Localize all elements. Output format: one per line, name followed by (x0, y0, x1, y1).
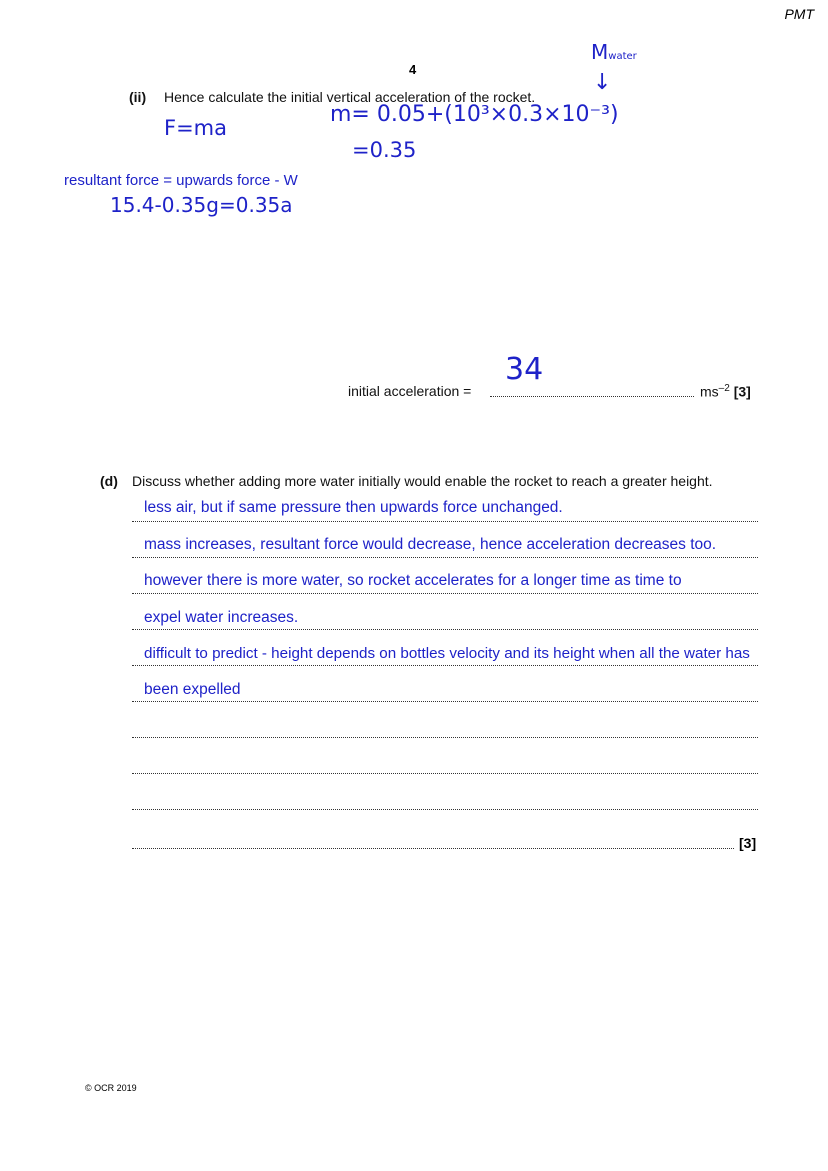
handwritten-answer: 34 (505, 352, 544, 387)
answer-line-8[interactable] (132, 773, 758, 774)
arrow-down-icon: ↓ (593, 70, 612, 95)
question-ii-label: (ii) (129, 89, 147, 105)
answer-line-4[interactable] (132, 629, 758, 630)
pmt-label: PMT (784, 6, 814, 22)
handwritten-mass-line-2: =0.35 (352, 138, 417, 162)
marks-d: [3] (739, 835, 757, 851)
answer-line-10[interactable] (132, 848, 734, 849)
acceleration-unit (700, 383, 751, 400)
answer-line-5[interactable] (132, 665, 758, 666)
handwritten-f-equals-ma: F=ma (164, 116, 227, 140)
page-number: 4 (409, 62, 417, 77)
m-water-annotation (591, 40, 637, 64)
answer-text-4: expel water increases. (144, 609, 299, 626)
answer-line-1[interactable] (132, 521, 758, 522)
answer-line-2[interactable] (132, 557, 758, 558)
answer-line-6[interactable] (132, 701, 758, 702)
answer-text-2: mass increases, resultant force would decrease, hence acceleration decreases too. (144, 536, 717, 553)
unit-exponent: –2 (718, 383, 730, 394)
resultant-force-text: resultant force = upwards force - W (64, 172, 298, 189)
question-d-label: (d) (100, 473, 118, 489)
initial-acceleration-label: initial acceleration = (348, 383, 472, 399)
answer-text-3: however there is more water, so rocket accelerates for a longer time as time to (144, 572, 682, 589)
question-d-text: Discuss whether adding more water initially would enable the rocket to reach a greater height. (132, 473, 713, 489)
answer-text-5: difficult to predict - height depends on bottles velocity and its height when all the water has (144, 645, 750, 662)
answer-line-3[interactable] (132, 593, 758, 594)
m-water-M: M (591, 40, 609, 64)
answer-text-1: less air, but if same pressure then upwards force unchanged. (144, 499, 563, 516)
marks-ii: [3] (733, 383, 751, 400)
answer-dotted-line[interactable] (490, 396, 694, 397)
answer-text-6: been expelled (144, 681, 241, 698)
copyright-footer: © OCR 2019 (85, 1083, 137, 1093)
handwritten-equation: 15.4-0.35g=0.35a (110, 193, 293, 217)
question-ii-text: Hence calculate the initial vertical acceleration of the rocket. (164, 89, 536, 105)
handwritten-mass-line-1: m= 0.05+(10³×0.3×10⁻³) (330, 102, 619, 127)
m-water-subscript: water (608, 51, 637, 62)
answer-line-7[interactable] (132, 737, 758, 738)
unit-base: ms (700, 383, 719, 400)
answer-line-9[interactable] (132, 809, 758, 810)
